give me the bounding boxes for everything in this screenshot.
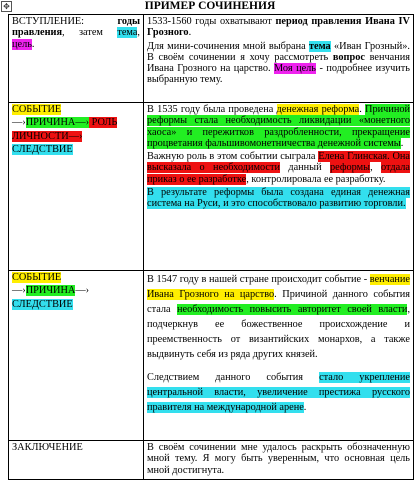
text-span: - подробнее изучить выбранную тему. <box>147 63 410 86</box>
label-role: РОЛЬ <box>89 117 118 129</box>
label-conclusion: ЗАКЛЮЧЕНИЕ <box>12 442 83 453</box>
cell-coronation-label <box>9 271 144 441</box>
table-row-conclusion <box>9 441 414 480</box>
text-span: 1533-1560 годы охватывают <box>147 16 276 27</box>
cell-reform-text <box>144 103 414 271</box>
text-span: «Иван Грозный». В своём сочинении я хочу рассмотреть <box>147 40 411 63</box>
cell-intro-text <box>144 15 414 103</box>
highlight-goal: Моя цель <box>274 63 316 75</box>
intro-paragraph-2 <box>147 41 410 86</box>
text-bold: период правления Ивана IV Грозного <box>147 16 410 39</box>
highlight-effect: В результате реформы была создана единая денежная система на Руси, и это способствовало развитию торговли. <box>147 187 410 210</box>
label-sep: , затем <box>62 27 118 39</box>
text-span: Для мини-сочинения мной выбрана <box>147 40 309 52</box>
highlight-role: Елена Глинская. Она высказала о необходимости <box>147 151 410 174</box>
document-title: ПРИМЕР СОЧИНЕНИЯ <box>144 0 276 12</box>
table-row-intro <box>9 15 414 103</box>
highlight-effect: стало укрепление центральной власти, увеличение престижа русского правителя на международной арене <box>147 372 410 413</box>
label-cause: ПРИЧИНА <box>25 285 76 297</box>
cell-conclusion-text <box>144 441 414 480</box>
label-cause: ПРИЧИНА—› <box>25 117 90 129</box>
reform-paragraph-1 <box>147 104 410 149</box>
label-effect-line-2 <box>12 299 140 310</box>
label-event-text: СОБЫТИЕ <box>12 272 62 283</box>
reform-paragraph-2 <box>147 151 410 185</box>
intro-paragraph-1 <box>147 16 410 39</box>
label-person-line <box>12 131 140 142</box>
cell-reform-label <box>9 103 144 271</box>
highlight-role-3: отдала приказ о ее разработке <box>147 162 410 185</box>
label-effect: СЛЕДСТВИЕ <box>12 298 73 310</box>
cell-conclusion-label <box>9 441 144 480</box>
text-span: . <box>400 137 404 149</box>
cell-coronation-text <box>144 271 414 441</box>
label-years: годы правления <box>12 16 140 39</box>
label-effect: СЛЕДСТВИЕ <box>12 143 73 155</box>
move-handle-icon[interactable]: ✥ <box>1 1 12 12</box>
label-cause-line-2 <box>12 285 140 296</box>
highlight-event: венчание Ивана Грозного на царство <box>147 274 410 300</box>
arrow-icon: —› <box>12 117 26 129</box>
text-bold: вопрос <box>332 51 365 63</box>
label-event-2 <box>12 272 140 283</box>
highlight-role-2: реформы <box>329 162 371 174</box>
highlight-cause-2: прекращение процветания фальшивомонетничества <box>147 126 410 149</box>
text-span: Следствием данного события <box>147 372 320 383</box>
text-span: , <box>370 162 381 174</box>
label-cause-line <box>12 117 140 128</box>
coronation-paragraph-1 <box>147 272 410 362</box>
conclusion-paragraph: В своём сочинении мне удалось раскрыть обозначенную мной тему. Я могу быть уверенным, что основная цель мной достигнута. <box>147 442 410 476</box>
coronation-paragraph-2 <box>147 370 410 415</box>
label-effect-line <box>12 144 140 155</box>
text-span: . <box>303 402 307 413</box>
label-dot: . <box>31 38 35 50</box>
label-theme: тема <box>117 27 138 39</box>
text-span: венчания Ивана Грозного на царство. <box>147 51 411 75</box>
text-span: В 1547 году в нашей стране происходит событие - <box>147 274 370 285</box>
text-span: данный <box>280 162 330 174</box>
label-person: ЛИЧНОСТИ—› <box>12 130 83 142</box>
label-sep2: , <box>137 27 140 39</box>
label-event-text: СОБЫТИЕ <box>12 104 62 115</box>
highlight-cause: необходимость повысить авторитет своей власти <box>177 304 408 315</box>
text-span: , подчеркнув ее божественное происхождение и преемственность от византийских монархов, а также выдвинуть себя из ряда других князей. <box>147 304 411 360</box>
table-row-coronation <box>9 271 414 441</box>
highlight-theme: тема <box>308 40 331 52</box>
cell-intro-label <box>9 15 144 103</box>
text-span: . <box>359 104 366 115</box>
highlight-event: денежная реформа <box>276 104 360 115</box>
essay-table <box>8 14 414 480</box>
reform-paragraph-3 <box>147 187 410 210</box>
text-span: В 1535 году была проведена <box>147 104 277 115</box>
text-span: Важную роль в этом событии сыграла <box>147 151 319 163</box>
text-span: , контролировала ее разработку. <box>246 173 386 185</box>
highlight-cause-3: денежной системы <box>315 137 401 149</box>
arrow-icon: —› <box>75 285 90 297</box>
table-row-reform <box>9 103 414 271</box>
text-span: . <box>188 27 192 39</box>
label-goal: цель <box>12 38 32 50</box>
highlight-cause: Причиной реформы стала необходимость ликвидации «монетного хаоса» и пережитков раздробленности, <box>147 104 411 138</box>
text-span: . Причиной данного события стала <box>147 289 410 315</box>
label-intro: ВСТУПЛЕНИЕ: <box>12 16 118 27</box>
label-event <box>12 104 140 115</box>
arrow-icon: —› <box>12 285 26 297</box>
